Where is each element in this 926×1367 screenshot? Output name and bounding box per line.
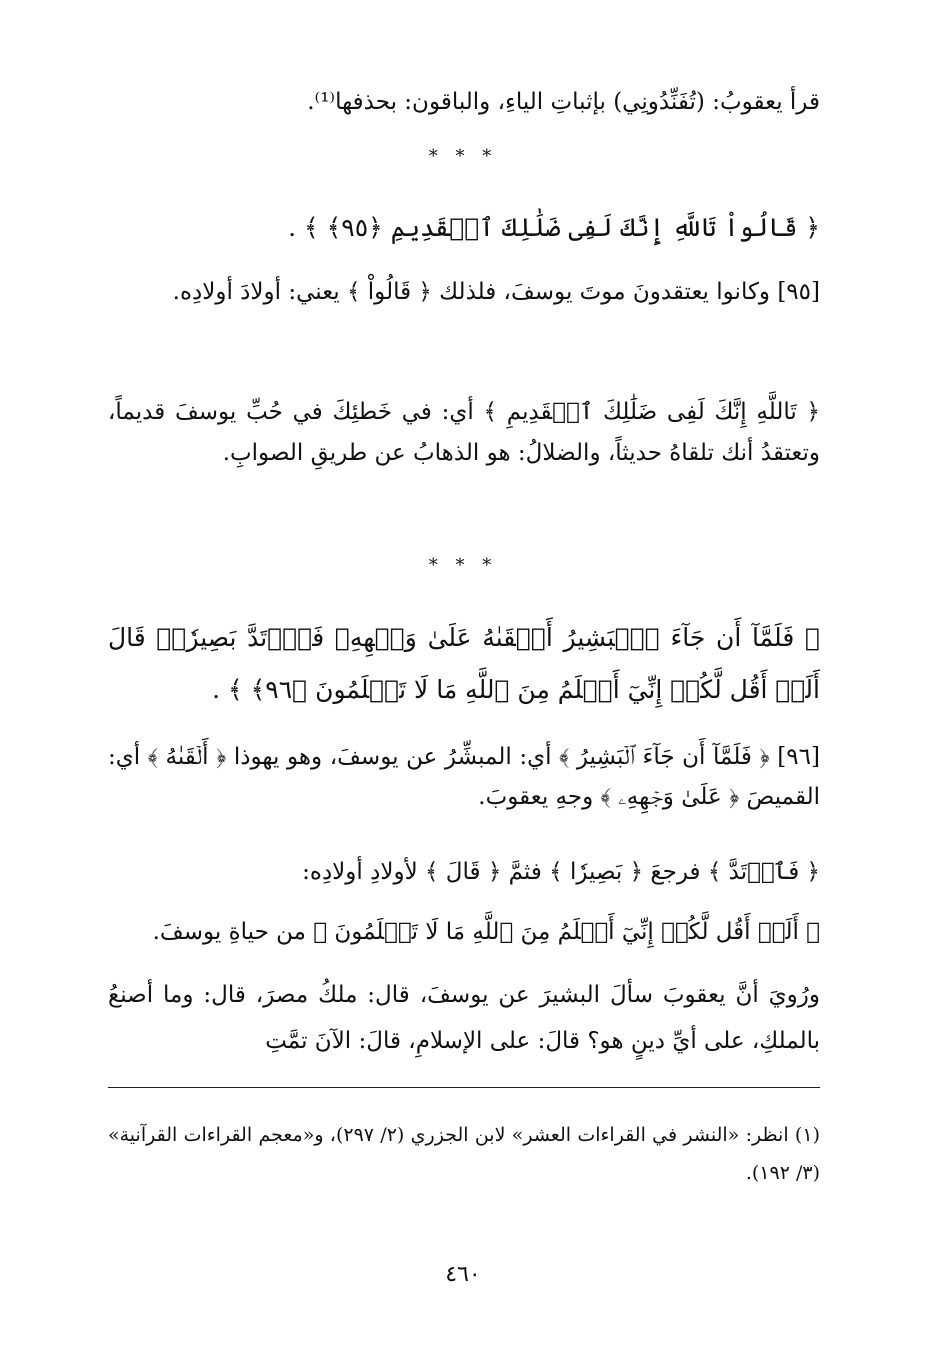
commentary-96-line: ﴿ فَٱرۡتَدَّ ﴾ فرجعَ ﴿ بَصِيرٗا ﴾ فثمَّ ﴿ قَالَ ﴾ لأولادِ أولادِه: <box>302 859 820 885</box>
quran-verse-96: ﴿ فَلَمَّآ أَن جَآءَ ٱلۡبَشِيرُ أَلۡقَىٰهُ عَلَىٰ وَجۡهِهِۦ فَٱرۡتَدَّ بَصِيرٗاۖ قَالَ أَلَمۡ أَقُل لَّكُمۡ إِنِّيٓ أَعۡلَمُ مِنَ ٱللَّهِ مَا لَا تَعۡلَمُونَ ﴿٩٦﴾ ﴾ . <box>108 623 820 704</box>
page-number: ٤٦٠ <box>445 1262 481 1287</box>
footnote: (١) انظر: «النشر في القراءات العشر» لابن الجزري (٢/ ٢٩٧)، و«معجم القراءات القرآنية» (٣/ ١٩٢). <box>108 1124 820 1184</box>
commentary-95-explanation: ﴿ تَاللَّهِ إِنَّكَ لَفِى ضَلَٰلِكَ ٱلۡقَدِيمِ ﴾ أي: في خَطئِكَ في حُبِّ يوسفَ قديماً، وتعتقدُ أنك تلقاهُ حديثاً، والضلالُ: هو الذهابُ عن طريقِ الصوابِ. <box>108 399 820 466</box>
reading-note-line: قرأ يعقوبُ: (تُفَنِّدُونِي) بإثباتِ الياءِ، والباقون: بحذفها⁽¹⁾. <box>307 89 820 115</box>
footnote-divider <box>108 1087 820 1088</box>
section-separator: * * * <box>428 146 498 167</box>
commentary-96-line: ﴿ أَلَمۡ أَقُل لَّكُمۡ إِنِّيٓ أَعۡلَمُ مِنَ ٱللَّهِ مَا لَا تَعۡلَمُونَ ﴾ من حياةِ يوسفَ. <box>152 919 820 945</box>
section-separator: * * * <box>428 555 498 576</box>
quran-verse-95: ﴿ قَالُواْ تَاللَّهِ إِنَّكَ لَفِى ضَلَٰلِكَ ٱلۡقَدِيمِ ﴿٩٥﴾ ﴾ . <box>288 213 820 242</box>
narration-paragraph: ورُويَ أنَّ يعقوبَ سألَ البشيرَ عن يوسفَ، قال: ملكُ مصرَ، قال: وما أصنعُ بالملكِ، على أيِّ دينٍ هو؟ قالَ: على الإسلامِ، قالَ: الآنَ تمَّتِ <box>108 982 820 1054</box>
commentary-95-paragraph: [٩٥] وكانوا يعتقدونَ موتَ يوسفَ، فلذلك ﴿ قَالُواْ ﴾ يعني: أولادَ أولادِه. <box>172 279 820 305</box>
commentary-96-paragraph: [٩٦] ﴿ فَلَمَّآ أَن جَآءَ ٱلۡبَشِيرُ ﴾ أي: المبشِّرُ عن يوسفَ، وهو يهوذا ﴿ أَلۡقَىٰهُ ﴾ أي: القميصَ ﴿ عَلَىٰ وَجۡهِهِۦ ﴾ وجهِ يعقوبَ. <box>108 744 820 810</box>
